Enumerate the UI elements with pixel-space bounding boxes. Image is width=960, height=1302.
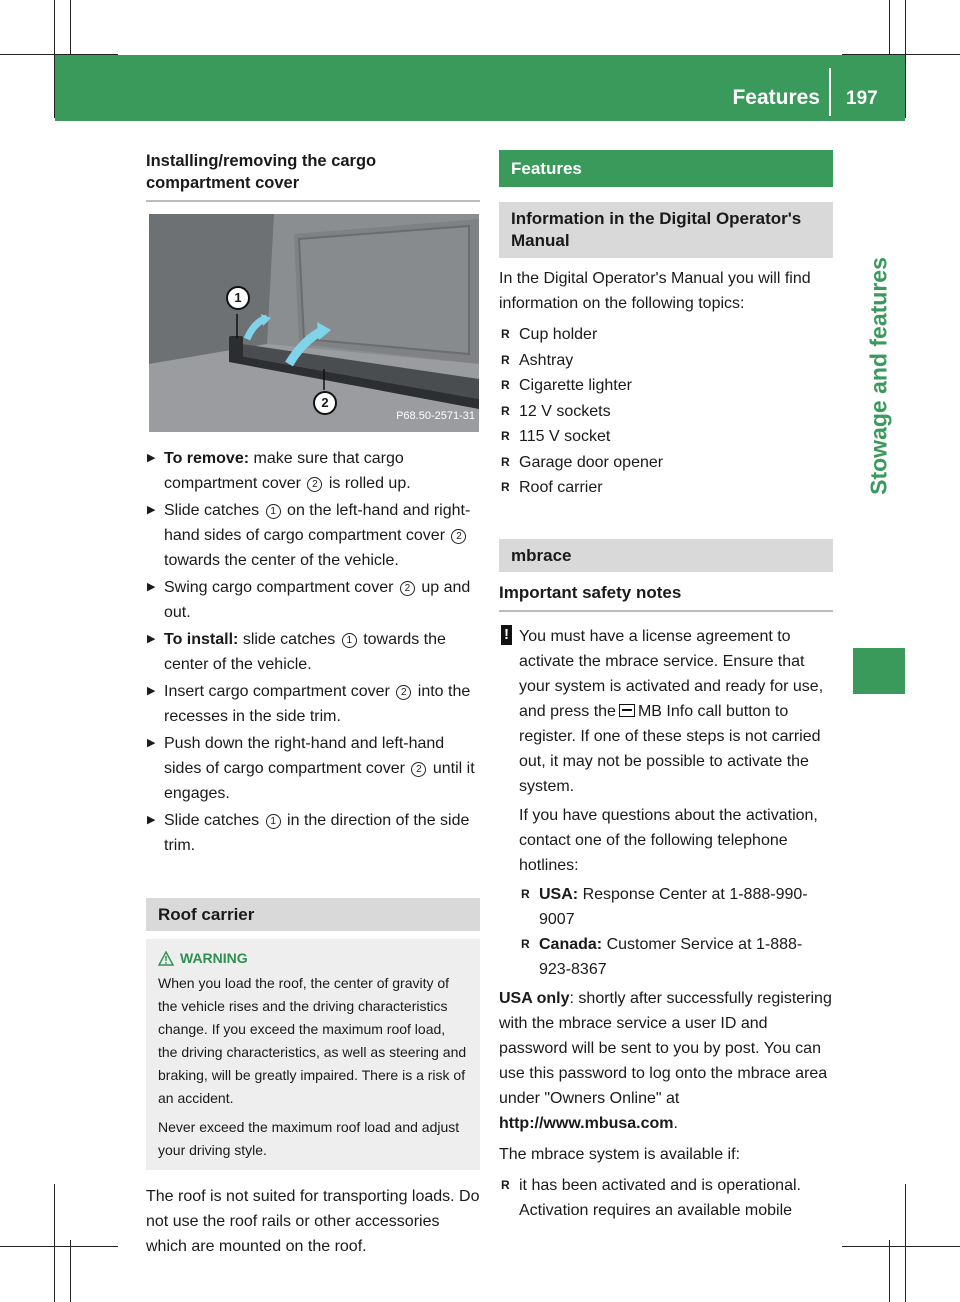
hotline-item: R USA: Response Center at 1-888-990-9007 — [519, 882, 833, 932]
phone-icon — [619, 704, 635, 717]
mbusa-link[interactable]: http://www.mbusa.com — [499, 1115, 674, 1132]
crop-mark — [54, 1184, 55, 1302]
procedure-step: ▶ Slide catches 1 on the left-hand and right-hand sides of cargo compartment cover 2 towards the center of the vehicle. — [146, 498, 480, 573]
chapter-side-tab — [853, 121, 905, 631]
header-title: Features — [732, 86, 820, 109]
step-label: To remove: — [164, 450, 254, 467]
step-arrow-icon: ▶ — [147, 452, 156, 464]
notice-paragraph — [519, 624, 833, 799]
page-number: 197 — [846, 88, 878, 109]
right-column — [499, 150, 833, 1224]
warning-label: WARNING — [180, 950, 248, 966]
chapter-side-tab-label: Stowage and features — [865, 257, 892, 495]
crop-mark — [0, 1246, 118, 1247]
availability-item: R it has been activated and is operational. Activation requires an available mobile — [499, 1173, 833, 1223]
topic-item: R Cigarette lighter — [499, 373, 833, 398]
procedure-step: ▶ Slide catches 1 in the direction of the side trim. — [146, 808, 480, 858]
usa-only-label: USA only — [499, 990, 570, 1007]
roof-carrier-heading: Roof carrier — [146, 898, 480, 931]
info-intro: In the Digital Operator's Manual you will find information on the following topics: — [499, 270, 811, 312]
warning-text: When you load the roof, the center of gravity of the vehicle rises and the driving characteristics change. If you exceed the maximum roof load, the driving characteristics, as well as steering and braking, will be greatly impaired. There is a risk of an accident. — [158, 975, 467, 1106]
procedure-steps — [146, 446, 480, 858]
step-arrow-icon: ▶ — [147, 685, 156, 697]
features-title-bar: Features — [499, 150, 833, 187]
hotline-intro: If you have questions about the activation, contact one of the following telephone hotlines: — [519, 806, 818, 874]
notice-text-a: You must have a license agreement to activate the mbrace service. Ensure that your system is activated and ready for use, and press the — [519, 627, 824, 720]
topic-item: R 115 V socket — [499, 424, 833, 449]
cargo-cover-illustration — [149, 214, 479, 432]
crop-mark — [889, 1240, 890, 1302]
safety-notes-heading: Important safety notes — [499, 582, 833, 612]
step-label: To install: — [164, 631, 243, 648]
section-heading: Installing/removing the cargo compartment cover — [146, 150, 480, 202]
notice-text-b: MB Info call button to register. If one of these steps is not carried out, it may not be possible to activate the system. — [519, 702, 821, 795]
hotline-item: R Canada: Customer Service at 1-888-923-8367 — [519, 932, 833, 982]
callout-1: 1 — [226, 286, 250, 310]
topic-item: R Cup holder — [499, 322, 833, 347]
usa-only-text: : shortly after successfully registering with the mbrace service a user ID and password will be sent to you by post. You can use this password to log onto the mbrace area under "Owners Online" at — [499, 990, 832, 1107]
left-column — [146, 150, 480, 1259]
crop-mark — [842, 1246, 960, 1247]
procedure-step: ▶ To install: slide catches 1 towards the center of the vehicle. — [146, 627, 480, 677]
roof-carrier-text: The roof is not suited for transporting loads. Do not use the roof rails or other accessories which are mounted on the roof. — [146, 1188, 480, 1255]
procedure-step: ▶ Swing cargo compartment cover 2 up and out. — [146, 575, 480, 625]
callout-reference: 2 — [396, 685, 411, 700]
procedure-step: ▶ Push down the right-hand and left-hand sides of cargo compartment cover 2 until it engages. — [146, 731, 480, 806]
chapter-side-marker — [853, 648, 905, 694]
step-arrow-icon: ▶ — [147, 814, 156, 826]
usa-only-end: . — [673, 1115, 678, 1132]
crop-mark — [70, 1240, 71, 1302]
callout-reference: 1 — [266, 814, 281, 829]
available-intro: The mbrace system is available if: — [499, 1146, 740, 1163]
warning-advice: Never exceed the maximum roof load and adjust your driving style. — [158, 1119, 460, 1158]
notice-block — [499, 624, 833, 983]
usa-only-paragraph — [499, 986, 833, 1136]
callout-reference: 2 — [400, 581, 415, 596]
warning-title — [158, 947, 468, 970]
callout-reference: 2 — [411, 762, 426, 777]
callout-reference: 2 — [451, 529, 466, 544]
topic-item: R 12 V sockets — [499, 399, 833, 424]
warning-box — [146, 939, 480, 1170]
callout-reference: 1 — [342, 633, 357, 648]
callout-reference: 1 — [266, 504, 281, 519]
info-heading: Information in the Digital Operator's Manual — [499, 202, 833, 258]
procedure-step: ▶ To remove: make sure that cargo compartment cover 2 is rolled up. — [146, 446, 480, 496]
topic-item: R Garage door opener — [499, 450, 833, 475]
topic-list — [499, 322, 833, 500]
step-arrow-icon: ▶ — [147, 633, 156, 645]
crop-mark — [905, 1184, 906, 1302]
topic-item: R Ashtray — [499, 348, 833, 373]
hotline-list — [519, 882, 833, 983]
step-arrow-icon: ▶ — [147, 737, 156, 749]
warning-triangle-icon — [158, 951, 174, 966]
crop-mark — [905, 0, 906, 118]
availability-list — [499, 1173, 833, 1223]
header-divider — [829, 68, 831, 116]
figure-code: P68.50-2571-31 — [396, 410, 475, 422]
callout-2: 2 — [313, 391, 337, 415]
topic-item: R Roof carrier — [499, 475, 833, 500]
callout-reference: 2 — [307, 477, 322, 492]
step-arrow-icon: ▶ — [147, 581, 156, 593]
step-arrow-icon: ▶ — [147, 504, 156, 516]
notice-icon: ! — [501, 625, 512, 645]
procedure-step: ▶ Insert cargo compartment cover 2 into the recesses in the side trim. — [146, 679, 480, 729]
mbrace-heading: mbrace — [499, 539, 833, 572]
